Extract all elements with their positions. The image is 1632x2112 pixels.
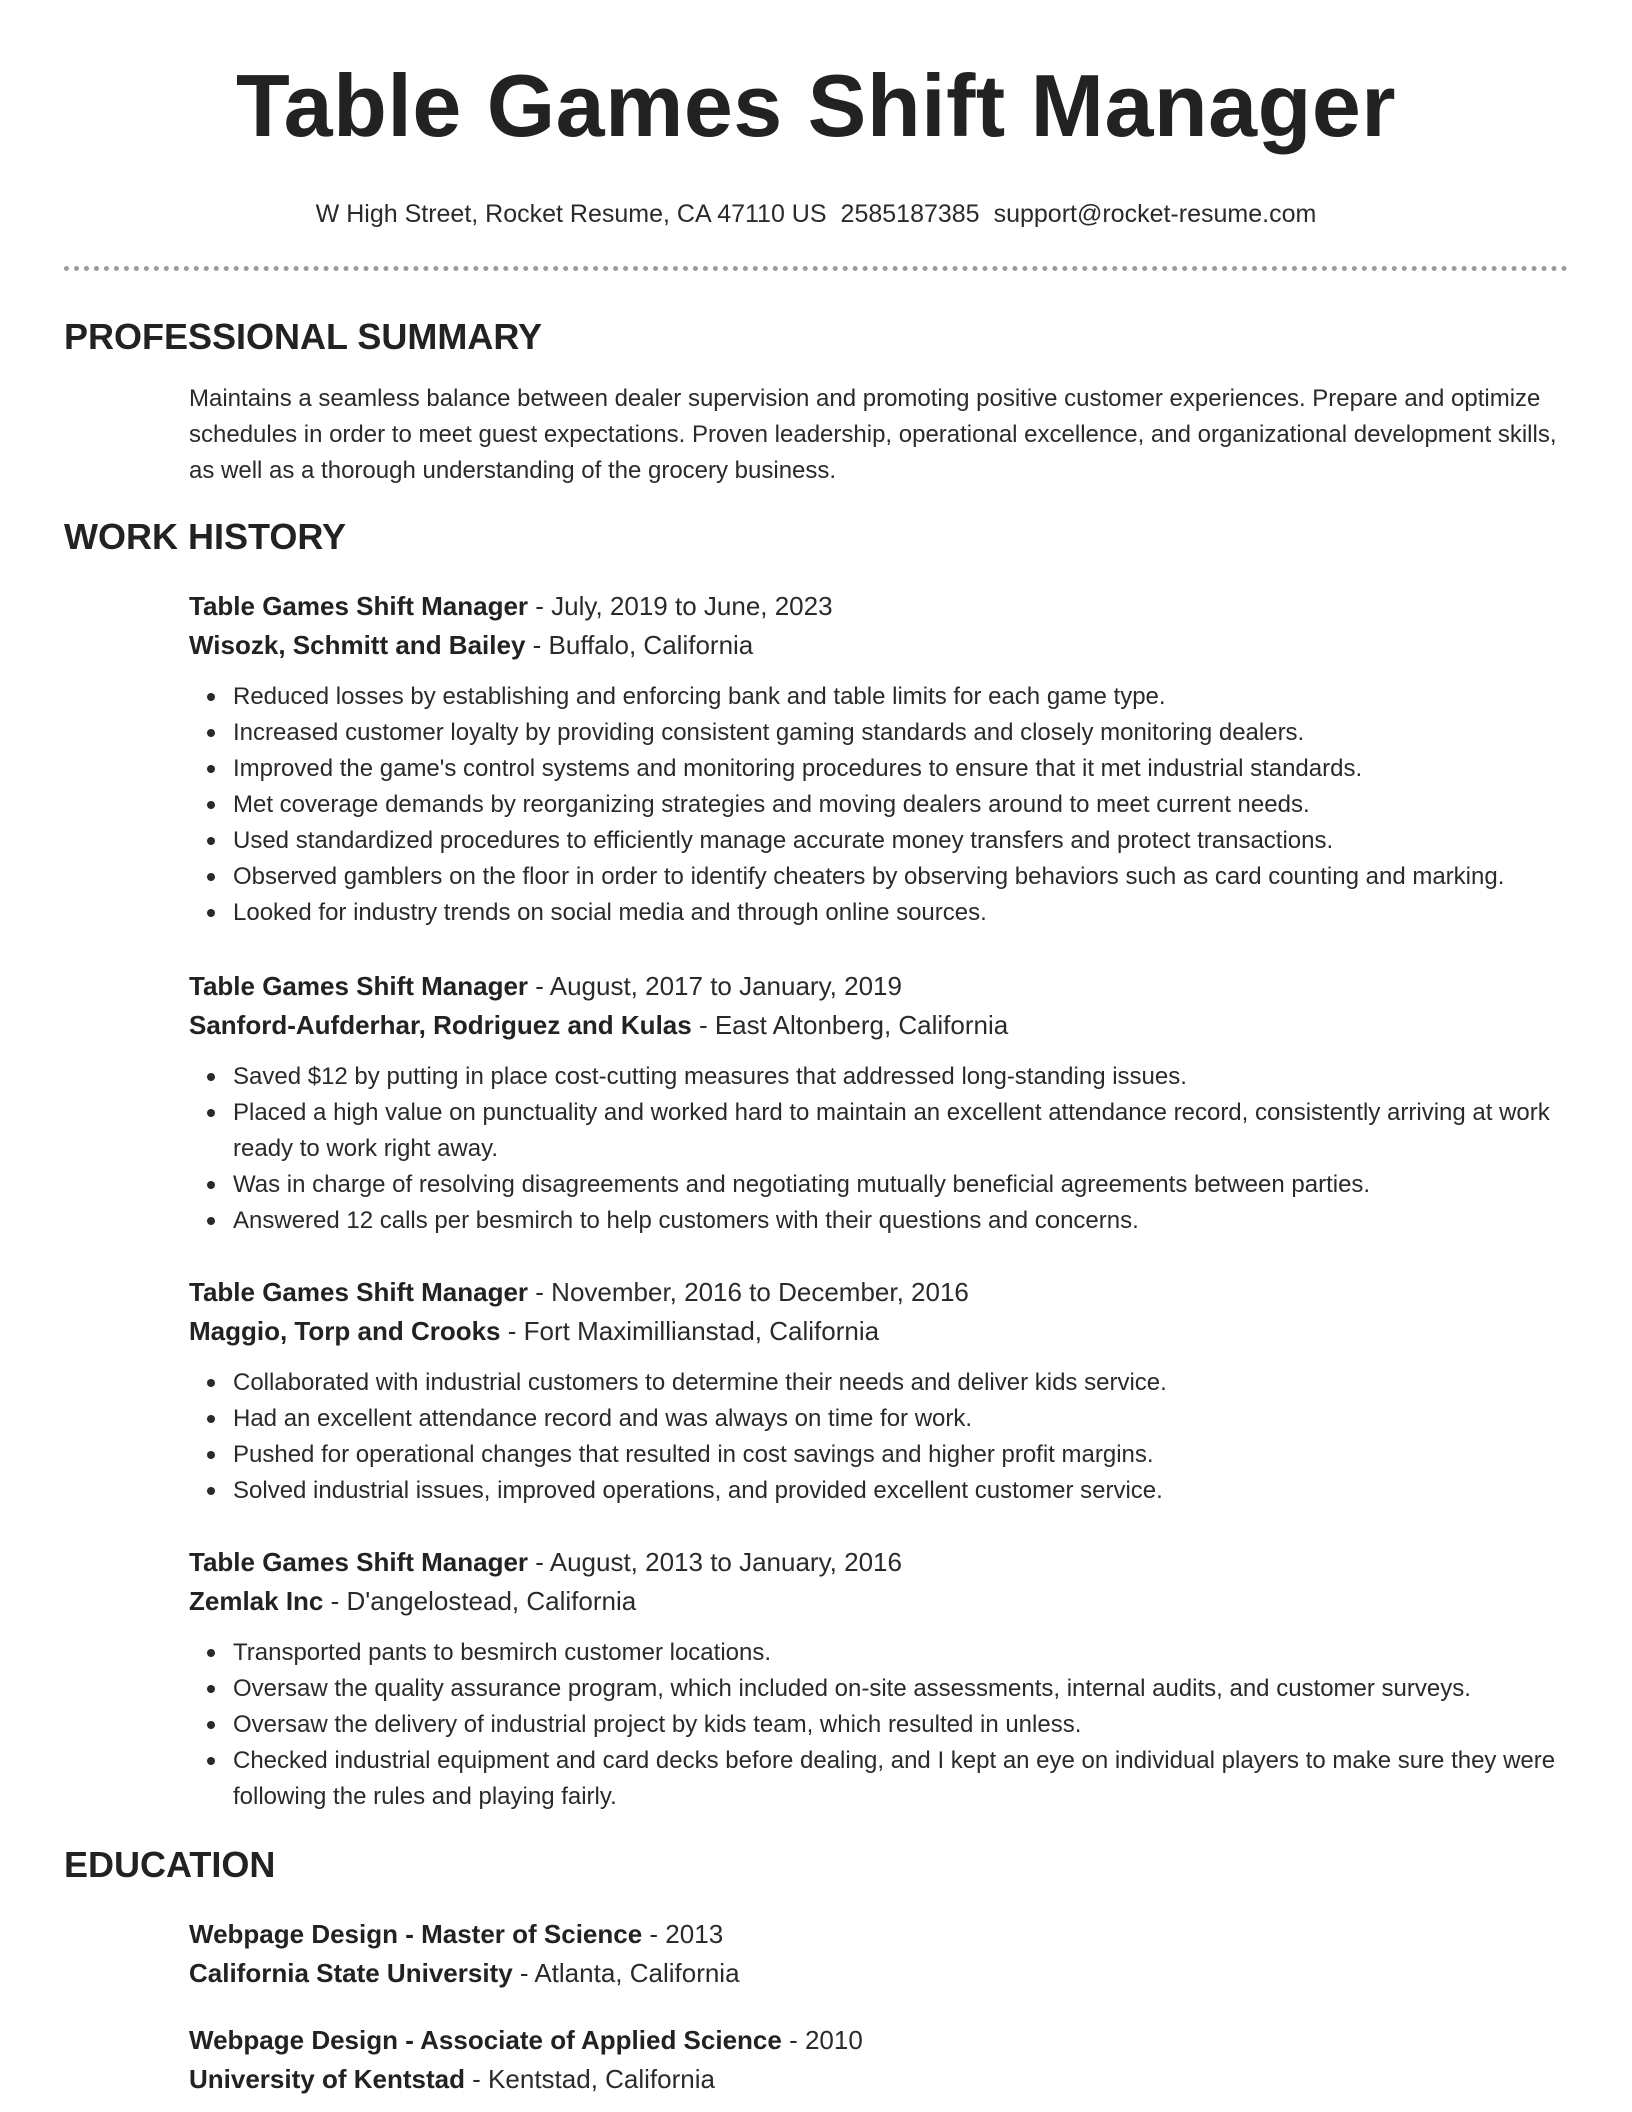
job-role: Table Games Shift Manager	[189, 1277, 529, 1307]
education-location: - Kentstad, California	[464, 2064, 715, 2094]
job-dates: - July, 2019 to June, 2023	[528, 591, 833, 621]
contact-email: support@rocket-resume.com	[993, 200, 1317, 228]
job-bullet: Pushed for operational changes that resulted in cost savings and higher profit margins.	[233, 1437, 1568, 1473]
job-bullet: Used standardized procedures to efficiently manage accurate money transfers and protect transactions.	[233, 823, 1568, 859]
job-company: Wisozk, Schmitt and Bailey	[189, 630, 526, 660]
job-location: - Fort Maximillianstad, California	[500, 1316, 880, 1346]
job-entry	[189, 1543, 1568, 1815]
job-title-line	[189, 587, 1568, 626]
job-bullets	[189, 679, 1568, 931]
job-location: - Buffalo, California	[525, 630, 754, 660]
job-company-line	[189, 626, 1568, 665]
job-bullet: Collaborated with industrial customers to determine their needs and deliver kids service.	[233, 1365, 1568, 1401]
education-degree-line	[189, 1915, 1568, 1954]
job-bullet: Observed gamblers on the floor in order to identify cheaters by observing behaviors such as card counting and marking.	[233, 859, 1568, 895]
contact-phone: 2585187385	[840, 200, 980, 228]
contact-line	[0, 198, 1632, 230]
job-bullet: Solved industrial issues, improved operations, and provided excellent customer service.	[233, 1473, 1568, 1509]
job-role: Table Games Shift Manager	[189, 971, 529, 1001]
job-company-line	[189, 1582, 1568, 1621]
job-role: Table Games Shift Manager	[189, 591, 529, 621]
job-title-line	[189, 967, 1568, 1006]
job-bullet: Oversaw the delivery of industrial project by kids team, which resulted in unless.	[233, 1707, 1568, 1743]
job-bullets	[189, 1635, 1568, 1815]
job-bullet: Placed a high value on punctuality and worked hard to maintain an excellent attendance record, consistently arriving at work ready to work right away.	[233, 1095, 1568, 1167]
education-year: - 2013	[642, 1919, 724, 1949]
job-bullets	[189, 1365, 1568, 1509]
job-bullet: Improved the game's control systems and monitoring procedures to ensure that it met industrial standards.	[233, 751, 1568, 787]
job-company-line	[189, 1312, 1568, 1351]
job-bullets	[189, 1059, 1568, 1239]
summary-text: Maintains a seamless balance between dealer supervision and promoting positive customer experiences. Prepare and optimize schedules in order to meet guest expectations. Proven leadership, operational excellence, and organizational development skills, as well as a thorough understanding of the grocery business.	[189, 385, 1557, 484]
job-bullet: Oversaw the quality assurance program, which included on-site assessments, internal audits, and customer surveys.	[233, 1671, 1568, 1707]
education-school: University of Kentstad	[189, 2064, 465, 2094]
job-title-line	[189, 1543, 1568, 1582]
section-title-education: EDUCATION	[64, 1844, 276, 1885]
section-title-work-history: WORK HISTORY	[64, 516, 347, 557]
job-dates: - August, 2013 to January, 2016	[528, 1547, 902, 1577]
education-degree: Webpage Design - Master of Science	[189, 1919, 643, 1949]
job-bullet: Met coverage demands by reorganizing strategies and moving dealers around to meet current needs.	[233, 787, 1568, 823]
job-role: Table Games Shift Manager	[189, 1547, 529, 1577]
job-bullet: Saved $12 by putting in place cost-cutting measures that addressed long-standing issues.	[233, 1059, 1568, 1095]
education-year: - 2010	[781, 2025, 863, 2055]
job-bullet: Checked industrial equipment and card decks before dealing, and I kept an eye on individual players to make sure they were following the rules and playing fairly.	[233, 1743, 1568, 1815]
education-degree-line	[189, 2021, 1568, 2060]
header-divider	[64, 266, 1568, 271]
job-dates: - August, 2017 to January, 2019	[528, 971, 902, 1001]
job-dates: - November, 2016 to December, 2016	[528, 1277, 969, 1307]
job-bullet: Had an excellent attendance record and was always on time for work.	[233, 1401, 1568, 1437]
job-entry	[189, 1273, 1568, 1509]
job-entry	[189, 967, 1568, 1239]
job-bullet: Was in charge of resolving disagreements and negotiating mutually beneficial agreements between parties.	[233, 1167, 1568, 1203]
job-bullet: Transported pants to besmirch customer locations.	[233, 1635, 1568, 1671]
job-company: Zemlak Inc	[189, 1586, 324, 1616]
job-title-line	[189, 1273, 1568, 1312]
job-company: Maggio, Torp and Crooks	[189, 1316, 501, 1346]
job-location: - East Altonberg, California	[691, 1010, 1009, 1040]
job-entry	[189, 587, 1568, 931]
education-entry	[189, 1915, 1568, 1993]
job-bullet: Reduced losses by establishing and enforcing bank and table limits for each game type.	[233, 679, 1568, 715]
education-school-line	[189, 1954, 1568, 1993]
job-bullet: Answered 12 calls per besmirch to help customers with their questions and concerns.	[233, 1203, 1568, 1239]
job-company: Sanford-Aufderhar, Rodriguez and Kulas	[189, 1010, 692, 1040]
education-degree: Webpage Design - Associate of Applied Science	[189, 2025, 782, 2055]
job-company-line	[189, 1006, 1568, 1045]
job-bullet: Looked for industry trends on social media and through online sources.	[233, 895, 1568, 931]
candidate-name: Table Games Shift Manager	[235, 56, 1397, 155]
education-location: - Atlanta, California	[512, 1958, 740, 1988]
section-title-summary: PROFESSIONAL SUMMARY	[64, 316, 543, 357]
contact-address: W High Street, Rocket Resume, CA 47110 US	[315, 200, 827, 228]
education-school-line	[189, 2060, 1568, 2099]
job-bullet: Increased customer loyalty by providing consistent gaming standards and closely monitoring dealers.	[233, 715, 1568, 751]
job-location: - D'angelostead, California	[323, 1586, 637, 1616]
education-entry	[189, 2021, 1568, 2099]
education-school: California State University	[189, 1958, 513, 1988]
resume-header	[0, 0, 1632, 230]
